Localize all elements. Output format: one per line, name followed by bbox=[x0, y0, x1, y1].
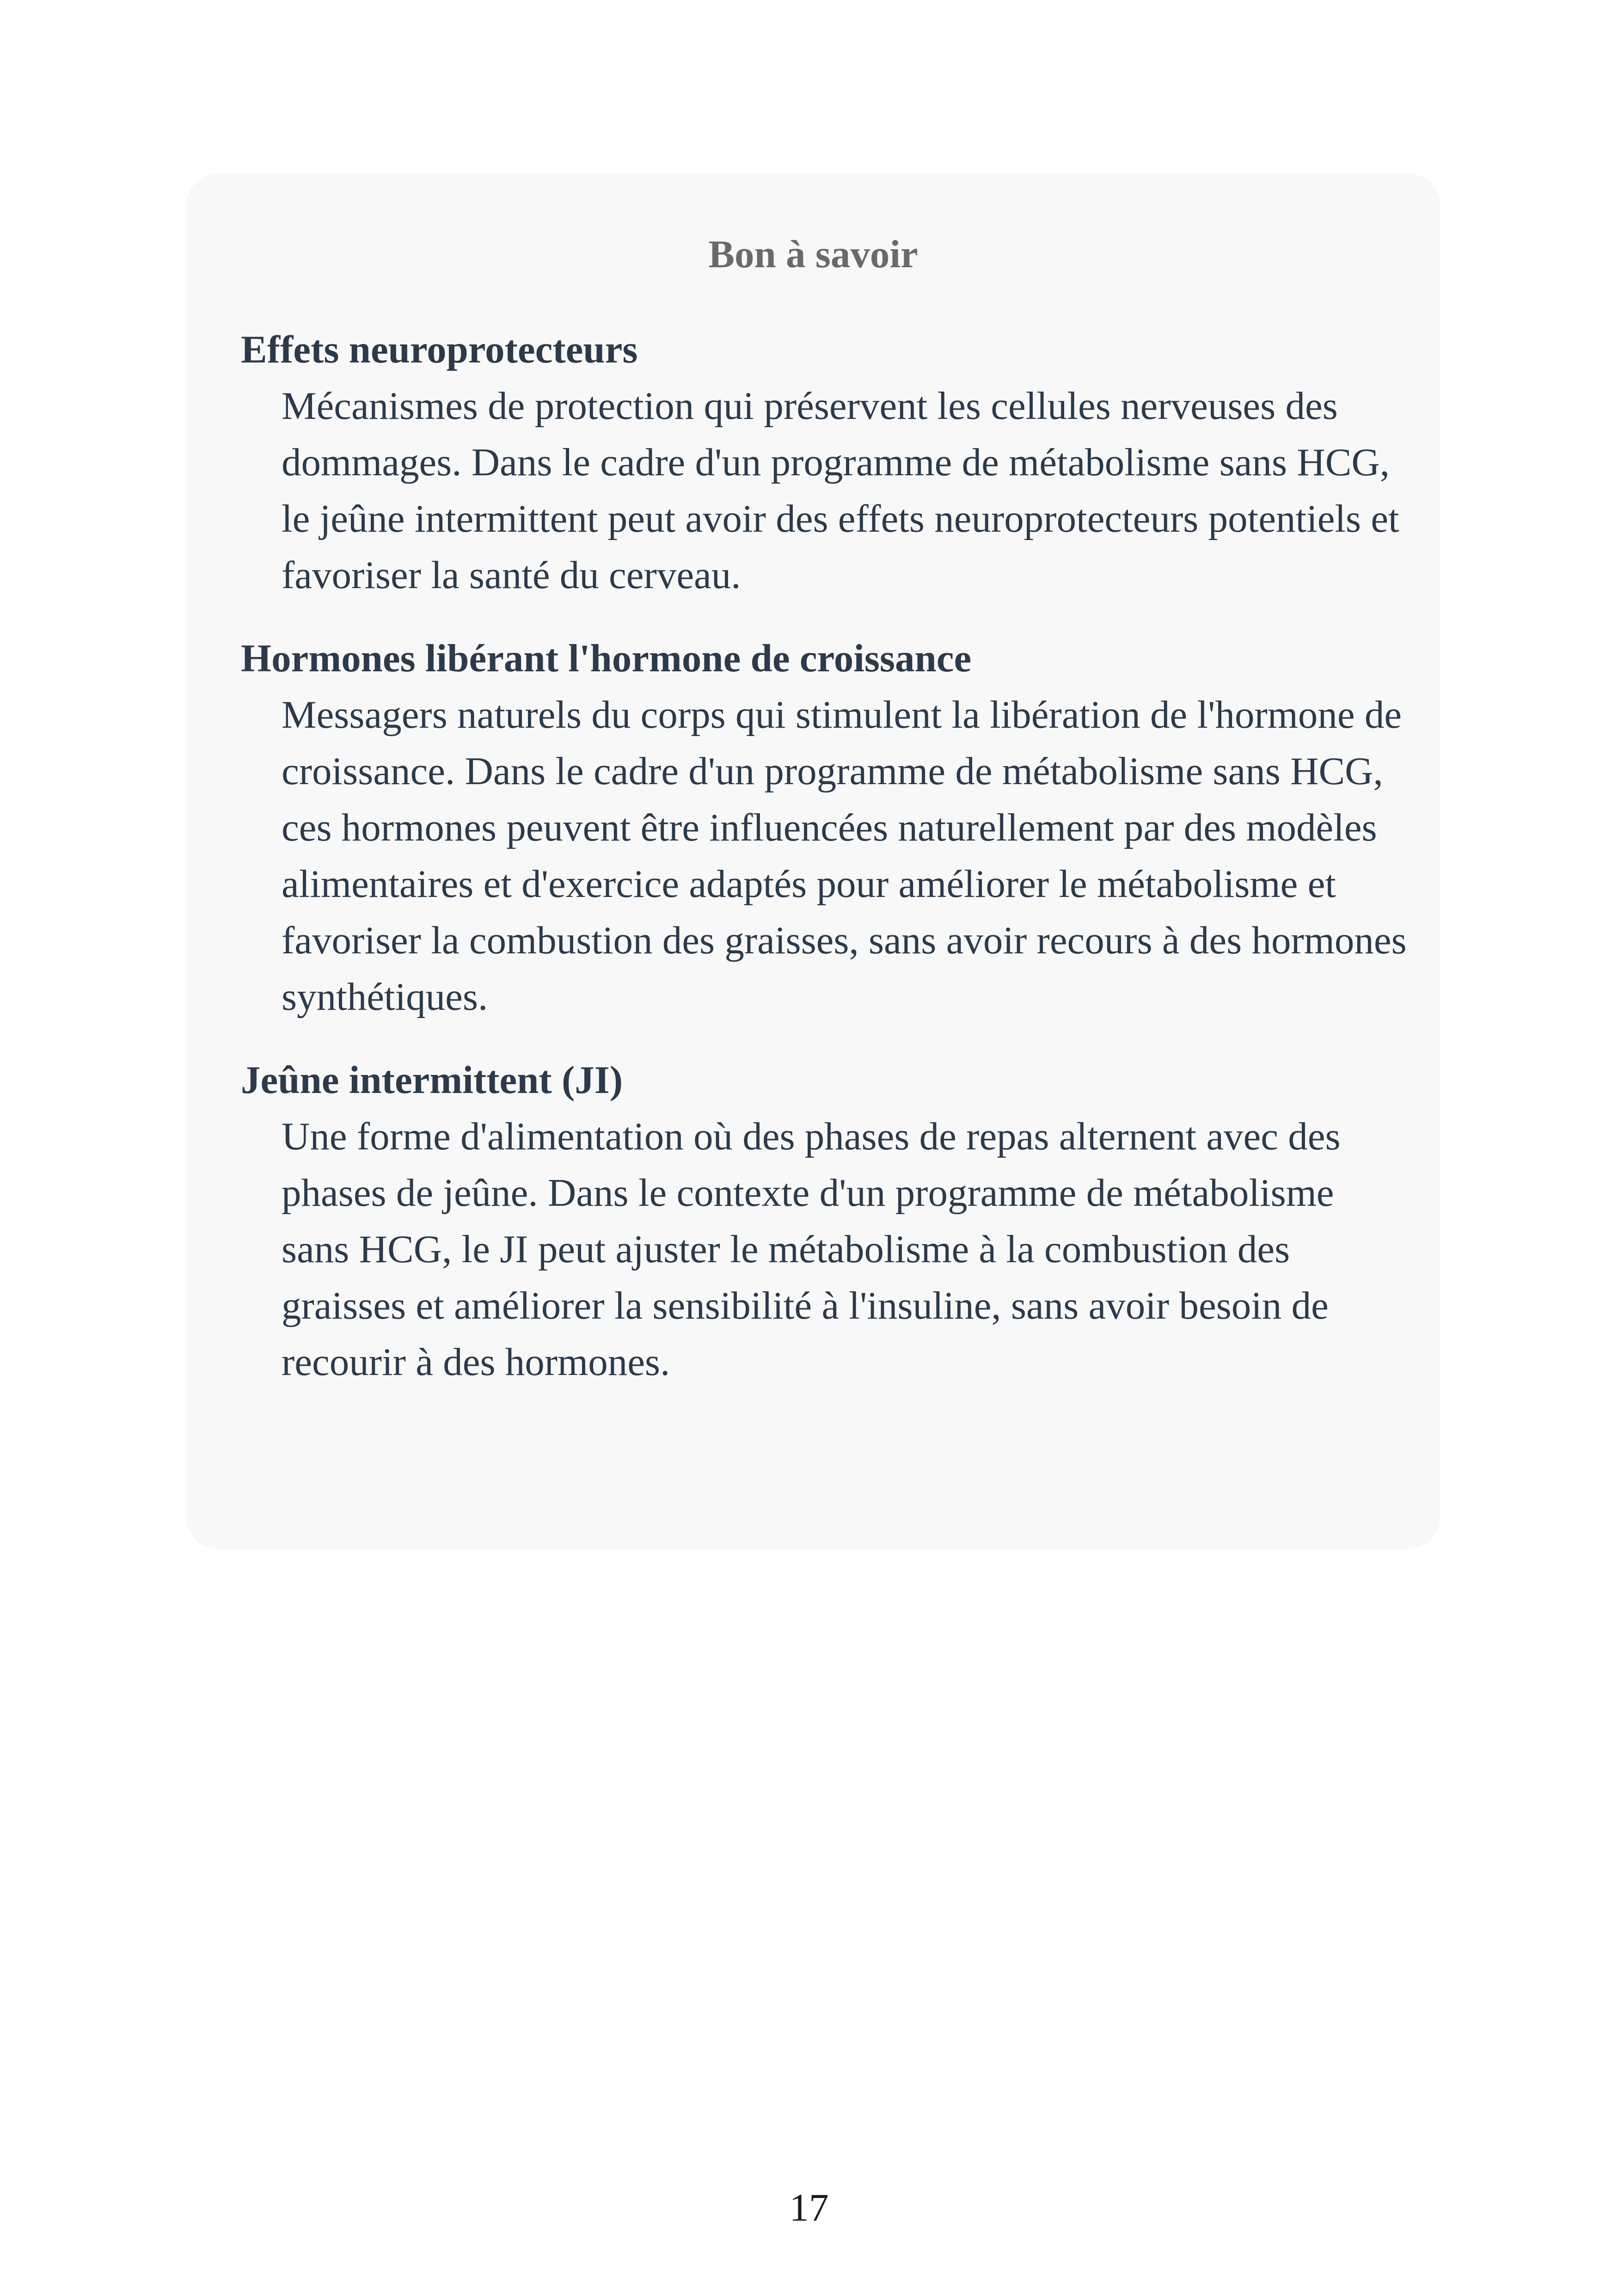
box-title: Bon à savoir bbox=[708, 233, 918, 276]
glossary-entry bbox=[241, 630, 1410, 1025]
glossary-term: Effets neuroprotecteurs bbox=[241, 328, 638, 371]
glossary-term: Hormones libérant l'hormone de croissance bbox=[241, 637, 972, 680]
glossary-entry bbox=[241, 321, 1410, 603]
glossary-term: Jeûne intermittent (JI) bbox=[241, 1058, 623, 1102]
glossary-definition: Mécanismes de protection qui préservent les cellules nerveuses des dommages. Dans le cadre d'un programme de métabolisme sans HCG, le jeûne intermittent peut avoir des effets neuroprotecteurs potentiels et favoriser la santé du cerveau. bbox=[282, 384, 1399, 597]
page-number: 17 bbox=[789, 2186, 829, 2229]
glossary-list bbox=[241, 321, 1410, 1417]
glossary-entry bbox=[241, 1052, 1410, 1390]
glossary-definition: Messagers naturels du corps qui stimulent la libération de l'hormone de croissance. Dans le cadre d'un programme de métabolisme sans HCG, ces hormones peuvent être influencées naturellement par des modèles alimentaires et d'exercice adaptés pour améliorer le métabolisme et favoriser la combustion des graisses, sans avoir recours à des hormones synthétiques. bbox=[282, 693, 1407, 1019]
info-box bbox=[186, 173, 1440, 1549]
glossary-definition: Une forme d'alimentation où des phases de repas alternent avec des phases de jeûne. Dans le contexte d'un programme de métabolisme sans HCG, le JI peut ajuster le métabolisme à la combustion des graisses et améliorer la sensibilité à l'insuline, sans avoir besoin de recourir à des hormones. bbox=[282, 1115, 1341, 1384]
